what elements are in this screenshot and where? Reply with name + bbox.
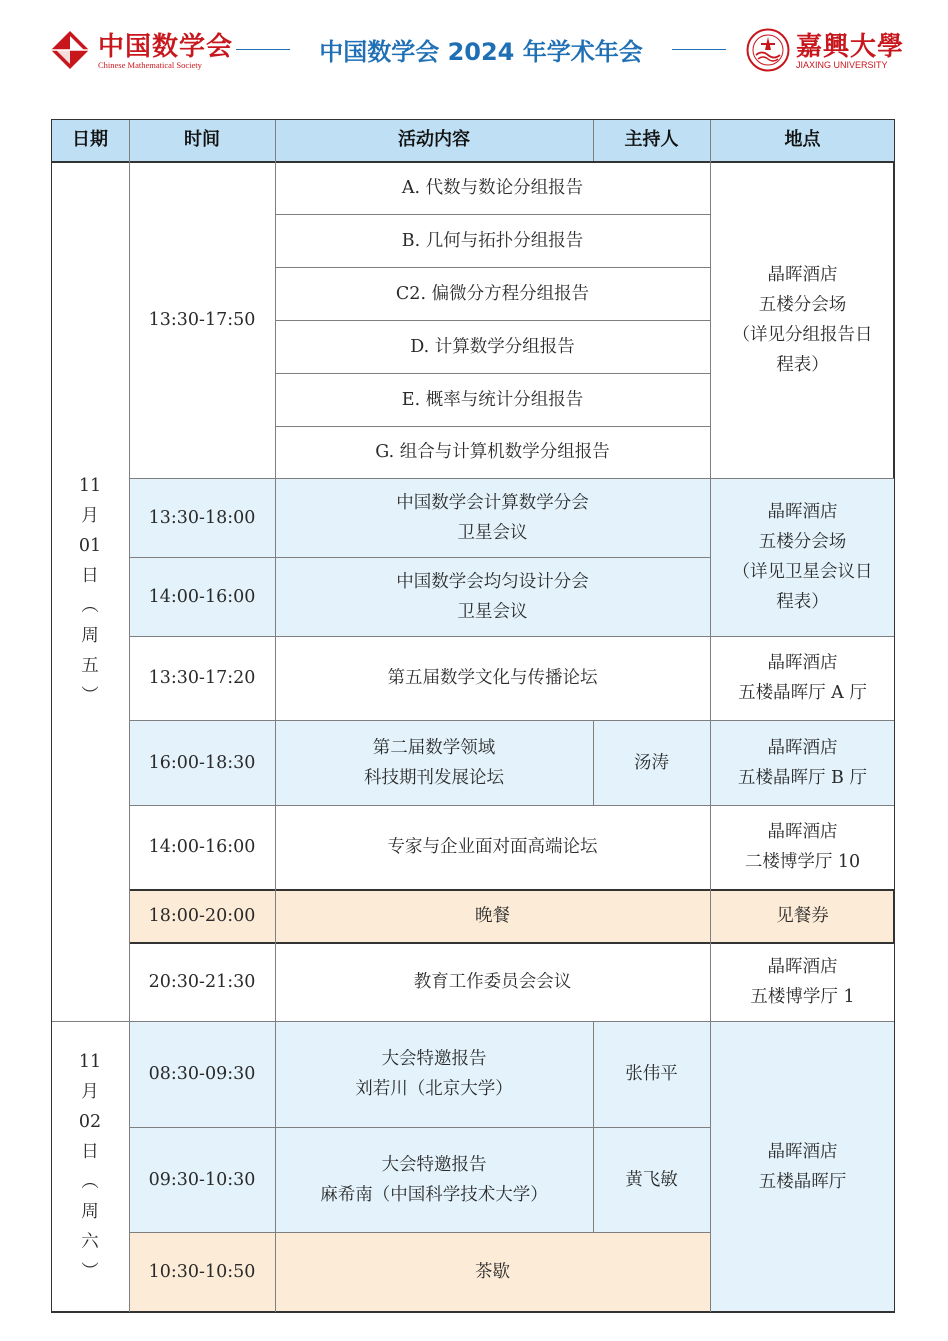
cms-logo-english-name: Chinese Mathematical Society [98, 60, 202, 70]
date-char: 月 [81, 1081, 99, 1102]
location-line: 五楼博学厅 1 [750, 986, 855, 1007]
activity-line: 卫星会议 [457, 522, 528, 543]
date-char: 02 [78, 1111, 102, 1132]
activity-line: 大会特邀报告 [381, 1049, 487, 1069]
location-cell [710, 161, 895, 478]
grid-line [593, 119, 594, 161]
host-cell: 黄飞敏 [593, 1127, 710, 1232]
date-cell-day1 [51, 161, 129, 1021]
grid-line [51, 1311, 895, 1313]
date-char: 月 [81, 506, 99, 526]
activity-cell: 专家与企业面对面高端论坛 [275, 805, 710, 889]
time-cell: 14:00-16:00 [129, 805, 275, 889]
jiaxing-logo-chinese-name: 嘉興大學 [796, 32, 905, 62]
date-char: 11 [78, 1051, 102, 1072]
location-cell [710, 805, 895, 889]
grid-line [710, 119, 711, 1312]
location-line: 晶晖酒店 [767, 653, 838, 673]
grid-line [275, 373, 710, 374]
date-char: 周 [81, 1201, 99, 1222]
date-cell-day2 [51, 1021, 129, 1312]
activity-cell: 茶歇 [275, 1232, 710, 1312]
date-char: ︵ [81, 1171, 99, 1192]
time-cell: 18:00-20:00 [129, 889, 275, 942]
time-cell: 20:30-21:30 [129, 942, 275, 1021]
location-line: （详见分组报告日 [732, 324, 873, 345]
time-cell: 14:00-16:00 [129, 557, 275, 636]
activity-line: 卫星会议 [457, 601, 528, 622]
activity-line: 刘若川（北京大学） [355, 1079, 513, 1099]
grid-line [129, 636, 895, 637]
page-header [0, 0, 948, 100]
date-char: 六 [81, 1231, 99, 1252]
cms-logo-chinese-name: 中国数学会 [98, 32, 234, 62]
location-cell [710, 1021, 895, 1312]
grid-line [593, 720, 594, 805]
location-line: 晶晖酒店 [767, 1141, 838, 1162]
location-line: 晶晖酒店 [767, 264, 838, 285]
grid-line [129, 557, 710, 558]
activity-cell: 第五届数学文化与传播论坛 [275, 636, 710, 720]
time-cell: 13:30-18:00 [129, 478, 275, 557]
grid-line [593, 1021, 594, 1232]
grid-line [275, 320, 710, 321]
location-line: 五楼分会场 [758, 532, 847, 552]
activity-line: 大会特邀报告 [381, 1154, 487, 1175]
date-char: 01 [78, 536, 102, 556]
jiaxing-logo [746, 26, 906, 76]
time-cell: 10:30-10:50 [129, 1232, 275, 1312]
activity-line: 中国数学会计算数学分会 [396, 492, 589, 513]
activity-cell: 晚餐 [275, 889, 710, 942]
header-host: 主持人 [593, 119, 710, 161]
host-cell: 汤涛 [593, 720, 710, 805]
activity-line: 科技期刊发展论坛 [364, 767, 504, 788]
session-item: C2. 偏微分方程分组报告 [275, 267, 710, 320]
grid-line [275, 426, 710, 427]
location-cell [710, 942, 895, 1021]
location-cell: 见餐券 [710, 889, 895, 942]
date-char: ︶ [81, 686, 99, 706]
session-item: B. 几何与拓扑分组报告 [275, 214, 710, 267]
grid-line [129, 805, 895, 806]
time-cell: 16:00-18:30 [129, 720, 275, 805]
grid-line [129, 720, 895, 721]
jiaxing-logo-english-name: JIAXING UNIVERSITY [796, 60, 888, 70]
title-rule-right [672, 49, 726, 50]
grid-line [129, 119, 130, 1312]
location-line: 五楼晶晖厅 B 厅 [738, 767, 867, 788]
cms-logo [48, 26, 238, 76]
header-time: 时间 [129, 119, 275, 161]
grid-line [275, 214, 710, 215]
grid-line [129, 478, 895, 479]
location-line: 五楼晶晖厅 [758, 1171, 847, 1192]
grid-line [893, 889, 895, 942]
activity-cell [275, 1021, 593, 1127]
location-line: 晶晖酒店 [767, 956, 838, 977]
location-line: 晶晖酒店 [767, 502, 838, 522]
location-line: 二楼博学厅 10 [744, 852, 861, 872]
location-line: 五楼分会场 [758, 294, 847, 315]
header-location: 地点 [710, 119, 895, 161]
activity-cell: 教育工作委员会会议 [275, 942, 710, 1021]
date-char: 11 [78, 476, 102, 496]
location-cell [710, 478, 895, 636]
session-item: E. 概率与统计分组报告 [275, 373, 710, 426]
time-cell: 13:30-17:50 [129, 161, 275, 478]
date-char: 周 [81, 626, 99, 646]
grid-line [51, 161, 895, 163]
activity-cell [275, 1127, 593, 1232]
activity-line: 第二届数学领域 [372, 737, 496, 758]
page-title: 中国数学会 2024 年学术年会 [319, 38, 643, 66]
activity-cell [275, 720, 593, 805]
time-cell: 08:30-09:30 [129, 1021, 275, 1127]
grid-line [129, 1232, 710, 1233]
activity-line: 麻希南（中国科学技术大学） [320, 1184, 548, 1205]
date-char: 日 [81, 1141, 99, 1162]
date-char: ︶ [81, 1261, 99, 1282]
grid-line [275, 119, 276, 1312]
time-cell: 13:30-17:20 [129, 636, 275, 720]
jiaxing-seal-logo-icon [746, 28, 790, 72]
schedule-table [51, 119, 895, 1312]
location-line: 程表） [776, 354, 829, 375]
title-rule-left [236, 49, 290, 50]
date-char: 日 [81, 566, 99, 586]
grid-line [51, 1021, 895, 1022]
session-item: G. 组合与计算机数学分组报告 [275, 426, 710, 478]
session-item: A. 代数与数论分组报告 [275, 161, 710, 214]
location-line: 晶晖酒店 [767, 737, 838, 758]
date-char: ︵ [81, 596, 99, 616]
location-line: 程表） [776, 592, 829, 612]
grid-line [129, 942, 895, 944]
cms-diamond-logo-icon [50, 30, 90, 70]
activity-line: 中国数学会均匀设计分会 [396, 571, 589, 592]
grid-line [275, 267, 710, 268]
activity-cell [275, 478, 710, 557]
session-item: D. 计算数学分组报告 [275, 320, 710, 373]
location-cell [710, 720, 895, 805]
location-line: 五楼晶晖厅 A 厅 [738, 683, 867, 703]
grid-line [893, 161, 895, 478]
host-cell: 张伟平 [593, 1021, 710, 1127]
grid-line [129, 889, 895, 891]
grid-line [129, 1127, 710, 1128]
location-line: 晶晖酒店 [767, 822, 838, 842]
date-char: 五 [81, 656, 99, 676]
activity-cell [275, 557, 710, 636]
time-cell: 09:30-10:30 [129, 1127, 275, 1232]
location-line: （详见卫星会议日 [732, 562, 873, 582]
header-date: 日期 [51, 119, 129, 161]
header-activity: 活动内容 [275, 119, 593, 161]
location-cell [710, 636, 895, 720]
